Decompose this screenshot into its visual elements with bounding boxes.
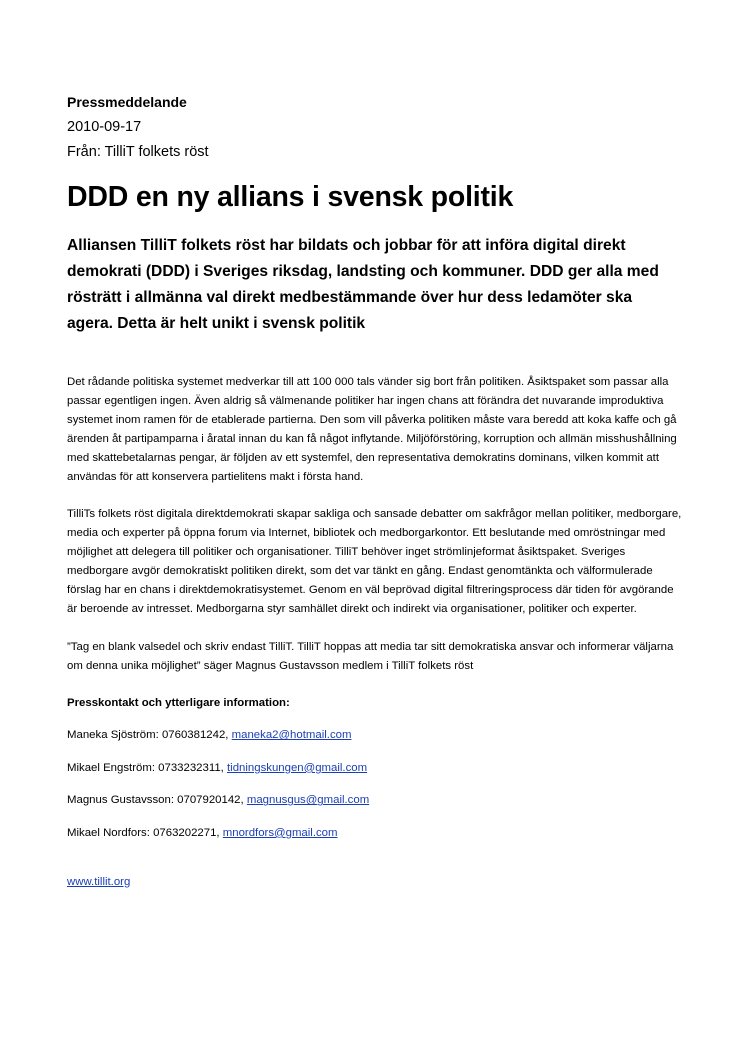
- body-paragraph-1: Det rådande politiska systemet medverkar till att 100 000 tals vänder sig bort från politiken. Åsiktspaket som passar alla passar egentligen ingen. Även aldrig så välmenande politiker har ingen chans att förändra det nuvarande improduktiva systemet inom ramen för de etablerade partierna. Den som vill påverka politiken måste vara beredd att koka kaffe och gå ärenden åt partipamparna i åratal innan du kan få något inflytande. Miljöförstöring, korruption och allmän misshushållning med skattebetalarnas pengar, är följden av ett systemfel, den representativa demokratins dominans, vilken kommit att användas för att konservera partielitens makt i första hand.: [67, 376, 677, 483]
- website-link[interactable]: www.tillit.org: [67, 875, 131, 888]
- release-date: 2010-09-17: [67, 119, 142, 135]
- document-type-label: Pressmeddelande: [67, 94, 187, 110]
- contact-name-phone: Magnus Gustavsson: 0707920142,: [67, 794, 247, 807]
- body-paragraph-2: TilliTs folkets röst digitala direktdemokrati skapar sakliga och sansade debatter om sakfrågor mellan politiker, medborgare, media och experter på öppna forum via Internet, bibliotek och medborgarkontor. Ett beslutande med omröstningar med möjlighet att delegera till politiker och organisationer. TilliT behöver inget strömlinjeformat åsiktspaket. Sveriges medborgare avgör demokratiskt politiken direkt, som det var tänkt en gång. Endast genomtänkta och välformulerade förslag har en chans i direktdemokratisystemet. Genom en väl beprövad digital filtreringsprocess där tiden för avgörande är beroende av intresset. Medborgarna styr samhället direkt och indirekt via organisationer, politiker och experter.: [67, 508, 682, 615]
- contact-line: [67, 758, 686, 778]
- headline: DDD en ny allians i svensk politik: [67, 181, 514, 213]
- contacts-heading: Presskontakt och ytterligare information:: [67, 697, 290, 710]
- contact-line: [67, 823, 686, 843]
- quote-paragraph: ”Tag en blank valsedel och skriv endast TilliT. TilliT hoppas att media tar sitt demokratiska ansvar och informerar väljarna om denna unika möjlighet” säger Magnus Gustavsson medlem i TilliT folkets röst: [67, 640, 674, 672]
- contact-email-link[interactable]: mnordfors@gmail.com: [222, 826, 338, 839]
- contact-name-phone: Mikael Nordfors: 0763202271,: [67, 826, 223, 839]
- sender-line: Från: TilliT folkets röst: [67, 144, 209, 160]
- contact-email-link[interactable]: tidningskungen@gmail.com: [227, 761, 368, 774]
- contact-email-link[interactable]: magnusgus@gmail.com: [246, 794, 370, 807]
- contact-name-phone: Mikael Engström: 0733232311,: [67, 761, 227, 774]
- contact-name-phone: Maneka Sjöström: 0760381242,: [67, 729, 232, 742]
- contact-line: [67, 790, 686, 810]
- website-line: [67, 872, 686, 892]
- lead-paragraph: Alliansen TilliT folkets röst har bildats och jobbar för att införa digital direkt demokrati (DDD) i Sveriges riksdag, landsting och kommuner. DDD ger alla med rösträtt i allmänna val direkt medbestämmande över hur dess ledamöter ska agera. Detta är helt unikt i svensk politik: [67, 237, 659, 332]
- contact-email-link[interactable]: maneka2@hotmail.com: [231, 729, 352, 742]
- contact-line: [67, 725, 686, 745]
